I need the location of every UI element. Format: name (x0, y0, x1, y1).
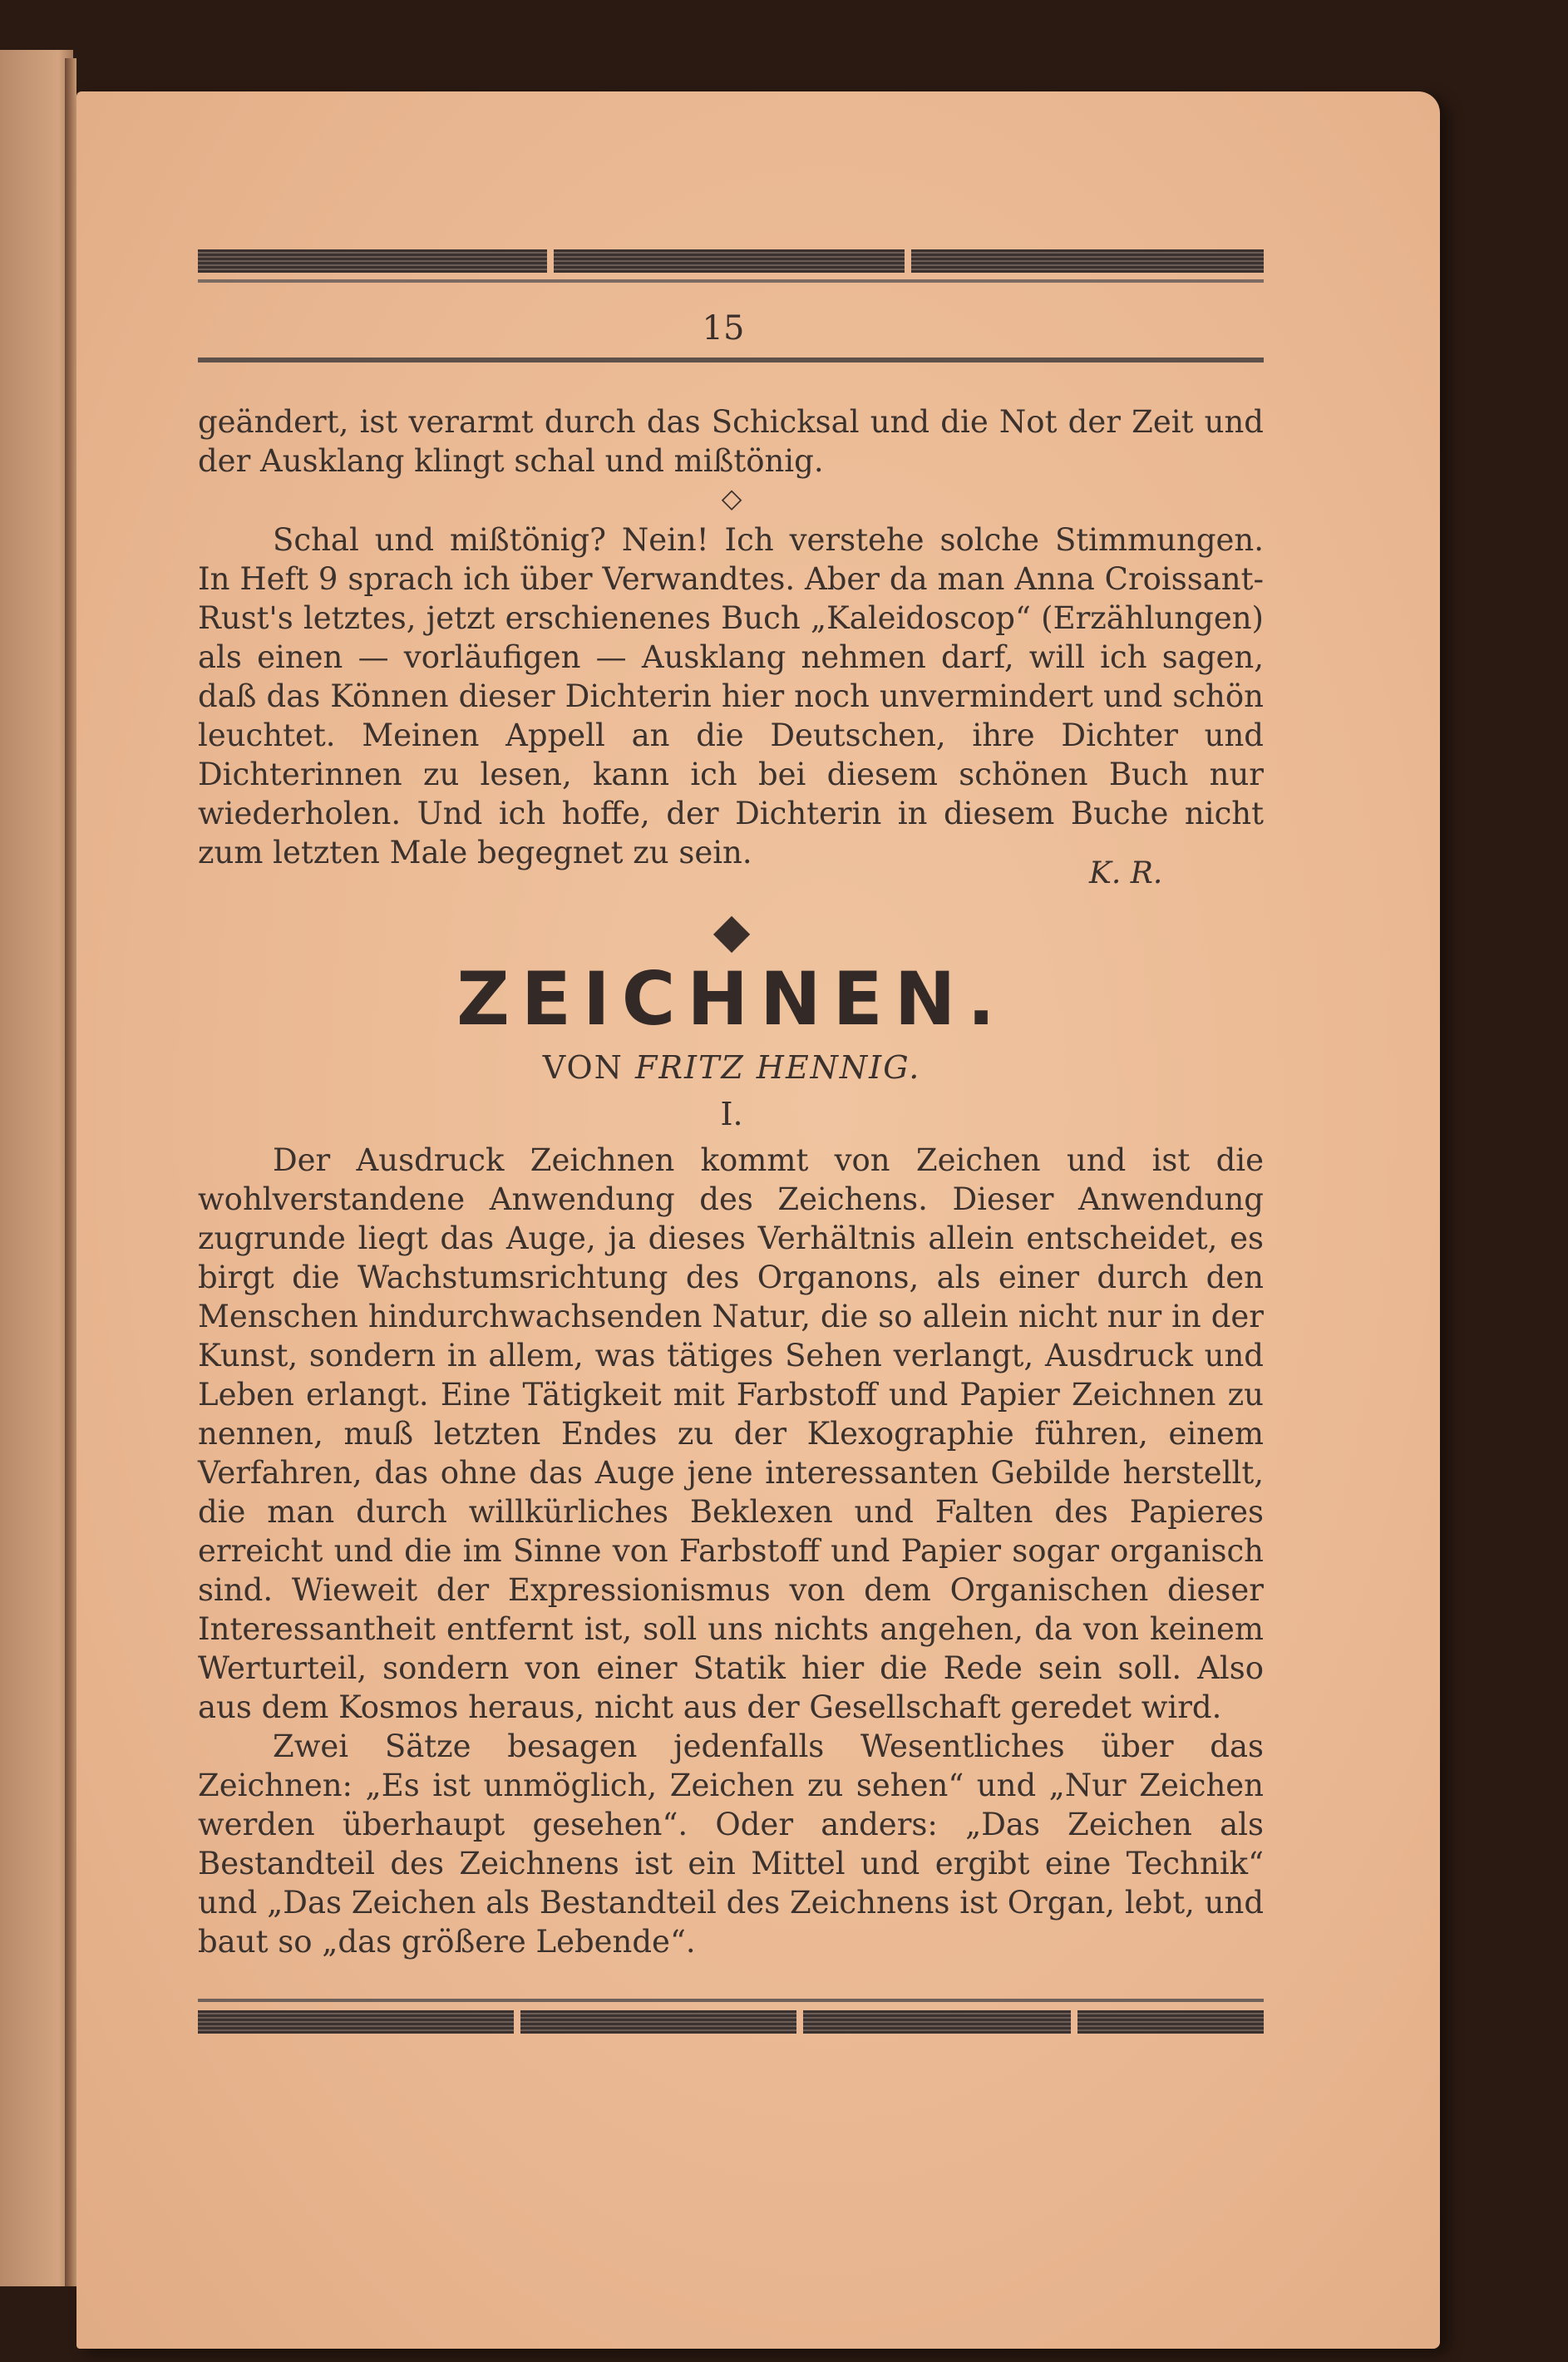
page-number: 15 (702, 309, 745, 348)
facing-page-edge (0, 50, 73, 2286)
continuation-text: geändert, ist verarmt durch das Schicksal und die Not der Zeit und der Ausklang klingt schal und mißtönig. (198, 404, 1264, 479)
page-number-rule (198, 358, 1264, 362)
author-name: FRITZ HENNIG. (634, 1049, 921, 1086)
book-gutter (65, 58, 76, 2286)
review-text: Schal und mißtönig? Nein! Ich verstehe solche Stimmungen. In Heft 9 sprach ich über Verwandtes. Aber da man Anna Croissant-Rust's letztes, jetzt erschienenes Buch „Kaleidoscop“ (Erzählungen) als einen — vorläufigen — Ausklang nehmen darf, will ich sagen, daß das Können dieser Dichterin hier noch unvermindert und schön leuchtet. Meinen Appell an die Deutschen, ihre Dichter und Dichterinnen zu lesen, kann ich bei diesem schönen Buch nur wiederholen. Und ich hoffe, der Dichterin in diesem Buche nicht zum letzten Male begegnet zu sein. (198, 522, 1264, 870)
article-paragraph: Zwei Sätze besagen jedenfalls Wesentliches über das Zeichnen: „Es ist unmöglich, Zeichen zu sehen“ und „Nur Zeichen werden überhaupt gesehen“. Oder anders: „Das Zeichen als Bestandteil des Zeichnens ist ein Mittel und ergibt eine Technik“ und „Das Zeichen als Bestandteil des Zeichnens ist Organ, lebt, und baut so „das größere Lebende“. (198, 1728, 1264, 1960)
article-body (198, 1141, 1264, 1961)
review-signature: K. R. (1089, 856, 1163, 890)
article-title: ZEICHNEN. (456, 956, 1007, 1042)
byline-prefix: VON (542, 1049, 624, 1086)
article-byline (357, 1049, 1106, 1086)
header-thin-rule (198, 279, 1264, 283)
header-rule (198, 249, 1264, 273)
continuation-paragraph (198, 402, 1264, 481)
footer-rule (198, 2010, 1264, 2034)
review-paragraph (198, 520, 1264, 872)
ornament-diamond-icon: ◆ (713, 902, 751, 959)
article-paragraph: Der Ausdruck Zeichnen kommt von Zeichen und ist die wohlverstandene Anwendung des Zeichens. Dieser Anwendung zugrunde liegt das Auge, ja dieses Verhältnis allein entscheidet, es birgt die Wachstumsrichtung des Organons, als einer durch den Menschen hindurchwachsenden Natur, die so allein nicht nur in der Kunst, sondern in allem, was tätiges Sehen verlangt, Ausdruck und Leben erlangt. Eine Tätigkeit mit Farbstoff und Papier Zeichnen zu nennen, muß letzten Endes zu der Klexographie führen, einem Verfahren, das ohne das Auge jene interessanten Gebilde herstellt, die man durch willkürliches Beklexen und Falten des Papieres erreicht und die im Sinne von Farbstoff und Papier sogar organisch sind. Wieweit der Expressionismus von dem Organischen dieser Interessantheit entfernt ist, soll uns nichts angehen, da von keinem Werturteil, sondern von einer Statik hier die Rede sein soll. Also aus dem Kosmos heraus, nicht aus der Gesellschaft geredet wird. (198, 1142, 1264, 1725)
footer-thin-rule (198, 1999, 1264, 2002)
section-number: I. (720, 1096, 743, 1132)
divider-diamond-icon: ◇ (721, 482, 742, 514)
